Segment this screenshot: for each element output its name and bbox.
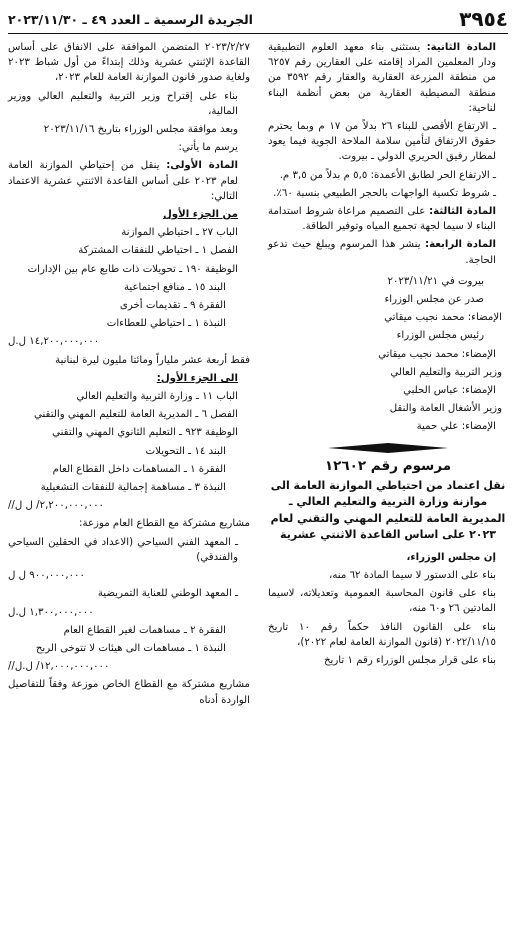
article-2-label: المادة الثانية: <box>426 42 496 53</box>
article-4-label: المادة الرابعة: <box>425 239 496 251</box>
to-line: النبذة ٣ ـ مساهمة إجمالية للنفقات التشغيلية <box>40 482 226 494</box>
article-4 <box>268 237 508 267</box>
basis-3: بناء على القانون النافذ حكماً رقم ١٠ تاريخ ٢٠٢٢/١١/١٥ (قانون الموازنة العامة لعام ٢٠٢٢)، <box>268 621 496 648</box>
from-line: البند ١٥ ـ منافع اجتماعية <box>123 281 226 293</box>
amount-3: ٩٠٠,٠٠٠,٠٠٠ ل ل <box>8 570 86 582</box>
gazette-title: الجريدة الرسمية ـ العدد ٤٩ ـ ٢٠٢٣/١١/٣٠ <box>8 11 253 27</box>
right-column <box>268 40 508 671</box>
from-line: الفقرة ٩ ـ تقديمات أخرى <box>119 300 226 312</box>
article-1 <box>8 158 250 204</box>
to-line: الوظيفة ٩٢٣ ـ التعليم الثانوي المهني والتقني <box>52 427 238 439</box>
amount-1-words: فقط أربعة عشر ملياراً ومائتا مليون ليرة لبنانية <box>55 354 250 366</box>
minister-public-works: وزير الأشغال العامة والنقل <box>389 403 502 415</box>
basis-2: بناء على قانون المحاسبة العمومية وتعديلاته، لاسيما المادتين ٢٦ و٦٠ منه، <box>268 588 496 615</box>
decree-title: مرسوم رقم ١٢٦٠٢ <box>324 457 452 474</box>
article-3-label: المادة الثالثة: <box>429 206 496 218</box>
place-date: بيروت في ٢٠٢٣/١١/٢١ <box>387 275 484 287</box>
left-column <box>8 40 250 711</box>
article-3-text: على التصميم مراعاة شروط استدامة البناء لا سيما لجهة تجميع المياه وتوفير الطاقة. <box>268 206 496 233</box>
institute-tourism: ـ المعهد الفني السياحي (الاعداد في الحقلين السياحي والفندقي) <box>8 536 238 563</box>
article-1-text: ينقل من إحتياطي الموازنة العامة لعام ٢٠٢٣ على أساس القاعدة الاثنتي عشرية الاعتماد التالي: <box>8 160 238 202</box>
divider-ornament-icon <box>328 443 448 453</box>
signature-1: الإمضاء: محمد نجيب ميقاتي <box>384 312 502 324</box>
from-lines <box>8 225 250 331</box>
amount-1: ١٤,٢٠٠,٠٠٠,٠٠٠ ل.ل <box>8 336 100 348</box>
left-paragraph-3: وبعد موافقة مجلس الوزراء بتاريخ ٢٠٢٣/١١/١٦ <box>43 124 238 136</box>
from-line: الوظيفة ١٩٠ ـ تحويلات ذات طابع عام بين الإدارات <box>27 263 238 275</box>
from-part-heading: من الجزء الأول <box>162 209 238 221</box>
basis-1: بناء على الدستور لا سيما المادة ٦٢ منه، <box>329 570 496 582</box>
from-line: الباب ٢٧ ـ احتياطي الموازنة <box>121 227 238 239</box>
article-3 <box>268 204 508 234</box>
to-line: الفصل ٦ ـ المديرية العامة للتعليم المهني والتقني <box>33 409 238 421</box>
from-line: الفصل ١ ـ احتياطي للنفقات المشتركة <box>78 245 238 257</box>
to-part-heading: الى الجزء الأول: <box>156 372 238 384</box>
page-number: ٣٩٥٤ <box>459 7 508 31</box>
basis-4: بناء على قرار مجلس الوزراء رقم ١ تاريخ <box>323 655 496 667</box>
decree-subject: نقل اعتماد من احتياطي الموازنة العامة الى موازنة وزارة التربية والتعليم العالي ـ المديرية العامة للتعليم المهني والتقني لعام ٢٠٢٣ على اساس القاعدة الاثنتي عشرية <box>270 478 506 542</box>
article-2-text: يستثنى بناء معهد العلوم التطبيقية ودار المعلمين المراد إقامته على العقارين رقم ٦٢٥٧ من منطقة المزرعة العقارية والعقار رقم ٣٥٩٢ من منطقة المصيطبة العقارية من بعض أنظمة البناء لناحية: <box>268 42 497 114</box>
paragraph-2-line: الفقرة ٢ ـ مساهمات لغير القطاع العام <box>63 624 226 636</box>
pm-title: رئيس مجلس الوزراء <box>396 330 484 342</box>
amount-2: //٢,٢٠٠,٠٠٠,٠٠٠/ ل ل <box>8 500 105 512</box>
header-rule <box>8 33 508 34</box>
article-4-text: ينشر هذا المرسوم ويبلغ حيث تدعو الحاجة. <box>268 239 496 266</box>
to-lines <box>8 389 250 495</box>
to-line: الباب ١١ ـ وزارة التربية والتعليم العالي <box>76 391 238 403</box>
article-2-item-3: ـ شروط تكسية الواجهات بالحجر الطبيعي بنسبة ٦٠٪. <box>273 187 496 199</box>
amount-4: ١,٣٠٠,٠٠٠,٠٠٠ ل.ل <box>8 606 94 618</box>
article-2-item-2: ـ الارتفاع الحر لطابق الأعمدة: ٥,٥ م بدلاً من ٣,٥ م. <box>279 169 496 181</box>
projects-public: مشاريع مشتركة مع القطاع العام موزعة: <box>79 518 250 530</box>
article-1-label: المادة الأولى: <box>166 160 238 172</box>
left-paragraph-4: يرسم ما يأتي: <box>178 142 238 154</box>
nabza-1-line: النبذة ١ ـ مساهمات الى هيئات لا تتوخى الربح <box>35 642 226 654</box>
signature-3: الإمضاء: عباس الحلبي <box>403 385 496 397</box>
left-paragraph-2: بناء على إقتراح وزير التربية والتعليم العالي ووزير المالية، <box>8 90 238 117</box>
signature-4: الإمضاء: علي حمية <box>416 421 496 433</box>
page-header <box>8 6 508 32</box>
projects-private: مشاريع مشتركة مع القطاع الخاص موزعة وفقاً للتفاصيل الواردة أدناه <box>8 679 250 706</box>
to-line: الفقرة ١ ـ المساهمات داخل القطاع العام <box>52 463 226 475</box>
to-line: البند ١٤ ـ التحويلات <box>145 445 226 457</box>
minister-education: وزير التربية والتعليم العالي <box>390 366 502 378</box>
issued-by: صدر عن مجلس الوزراء <box>384 294 484 306</box>
article-2-item-1: ـ الارتفاع الأقصى للبناء ٢٦ بدلاً من ١٧ م وبما يحترم حقوق الارتفاق لتأمين سلامة الملاحة الجوية فيما يعود لمطار رفيق الحريري الدولي ـ بيروت. <box>268 121 496 163</box>
institute-nursing: ـ المعهد الوطني للعناية التمريضية <box>97 588 238 600</box>
amount-5: //١٢,٠٠٠,٠٠٠,٠٠٠/ ل.ل <box>8 661 110 673</box>
section-divider <box>268 443 508 453</box>
council-preamble: إن مجلس الوزراء، <box>406 551 496 563</box>
signature-2: الإمضاء: محمد نجيب ميقاتي <box>378 348 496 360</box>
article-2 <box>268 40 508 116</box>
from-line: النبذة ١ ـ احتياطي للعطاءات <box>106 318 226 330</box>
left-paragraph-1: ٢٠٢٣/٢/٢٧ المتضمن الموافقة على الانفاق على أساس القاعدة الإثنتي عشرية وذلك إبتداءً من أول شباط ٢٠٢٣ ولغاية صدور قانون الموازنة العامة للعام ٢٠٢٣، <box>8 42 250 84</box>
